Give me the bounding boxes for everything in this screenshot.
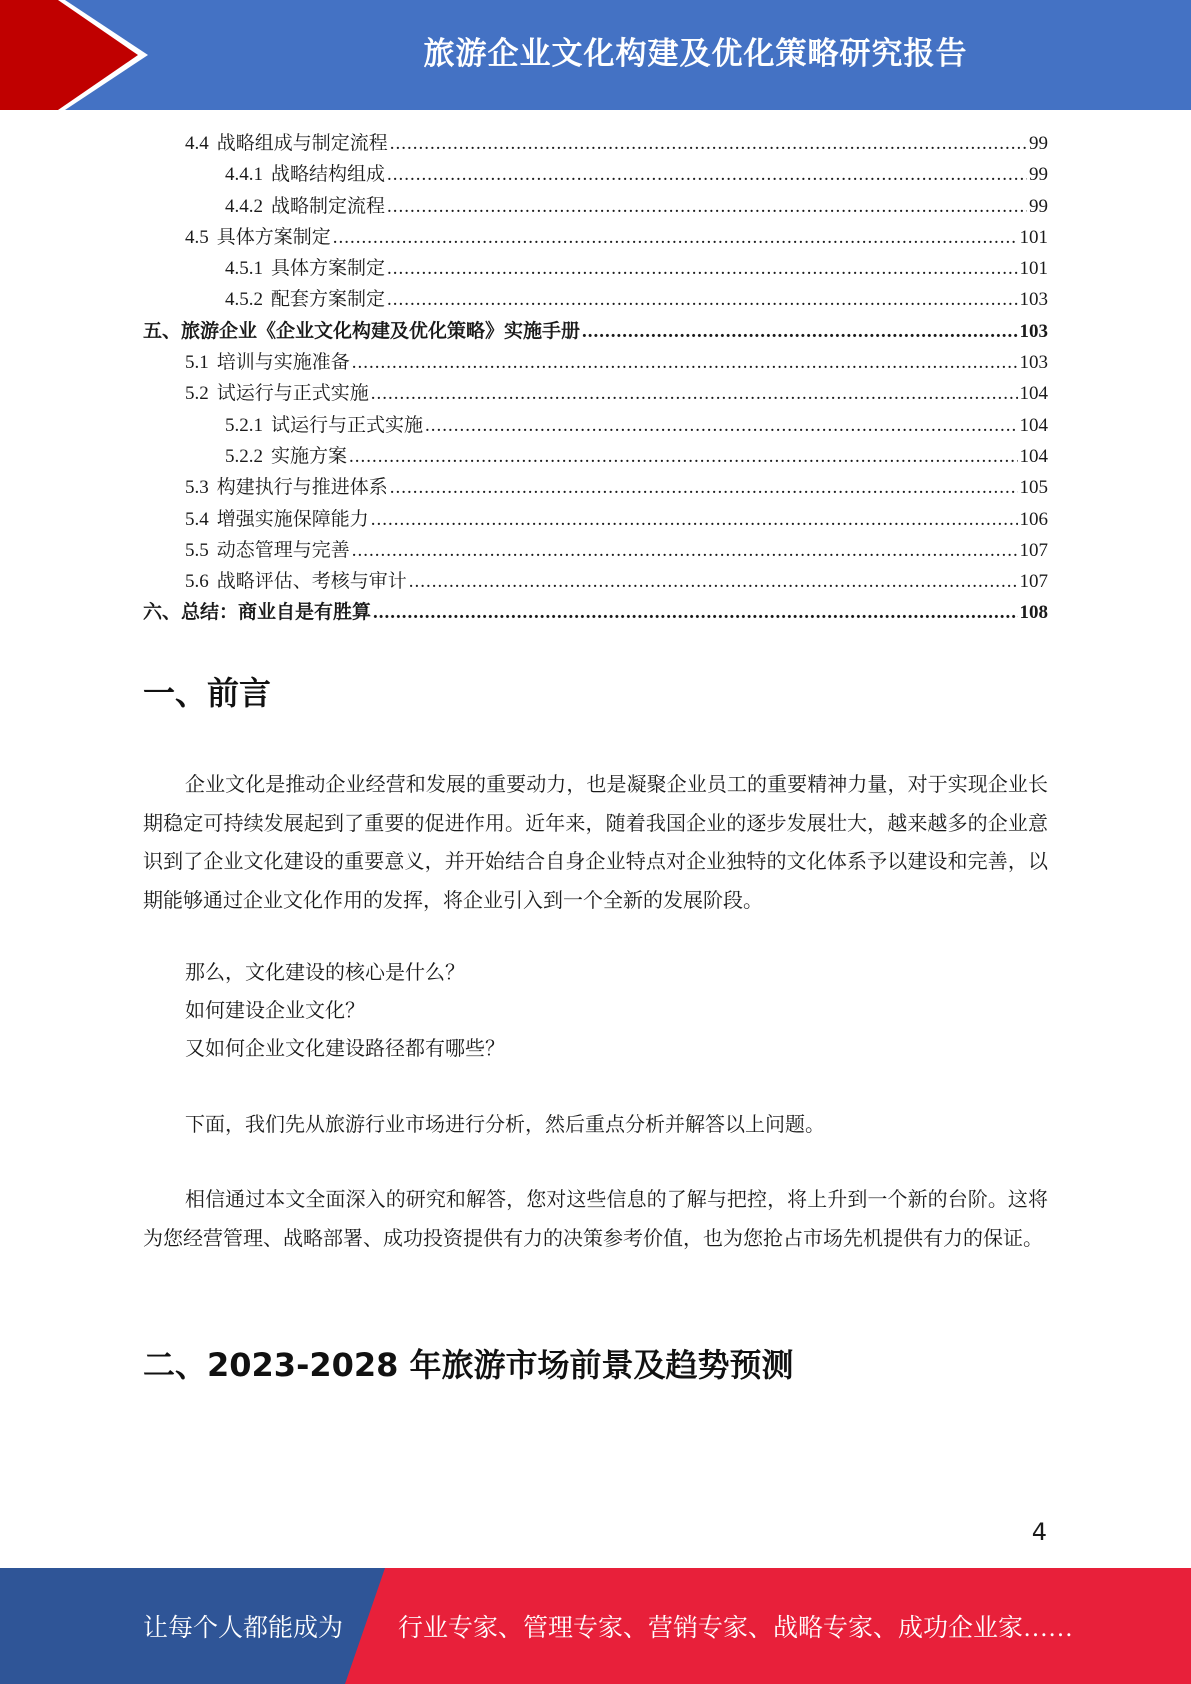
toc-entry-number: 5.4	[185, 508, 209, 530]
toc-entry-number: 4.4	[185, 133, 209, 154]
toc-entry[interactable]	[143, 597, 1048, 628]
toc-entry[interactable]	[143, 284, 1048, 315]
toc-entry-page: 108	[1019, 602, 1048, 624]
toc-entry-title: 五、旅游企业《企业文化构建及优化策略》实施手册	[143, 320, 581, 342]
toc-entry-title: 试运行与正式实施	[271, 414, 424, 436]
toc-entry[interactable]	[143, 504, 1048, 535]
toc-entry-page: 104	[1019, 414, 1048, 436]
toc-dot-leader	[390, 128, 1027, 159]
toc-dot-leader	[333, 222, 1018, 253]
toc-entry-page: 107	[1019, 571, 1048, 593]
toc-entry-title: 实施方案	[271, 445, 348, 467]
toc-entry-page: 101	[1019, 226, 1048, 248]
toc-entry-number: 4.4.2	[225, 195, 263, 217]
toc-dot-leader	[349, 441, 1017, 472]
toc-dot-leader	[387, 159, 1027, 190]
toc-entry[interactable]	[143, 253, 1048, 284]
toc-entry-number: 5.1	[185, 352, 209, 374]
toc-entry-title: 培训与实施准备	[216, 352, 350, 374]
footer-slogan-left: 让每个人都能成为	[143, 1615, 344, 1642]
preface-paragraph-2: 下面，我们先从旅游行业市场进行分析，然后重点分析并解答以上问题。	[185, 1114, 825, 1136]
toc-dot-leader	[582, 316, 1017, 347]
toc-entry-number: 5.6	[185, 571, 209, 593]
toc-entry-title: 战略结构组成	[271, 164, 386, 186]
header-arrow-decoration	[0, 0, 160, 110]
preface-paragraph-3: 相信通过本文全面深入的研究和解答，您对这些信息的了解与把控，将上升到一个新的台阶。这将为您经营管理、战略部署、成功投资提供有力的决策参考价值，也为您抢占市场先机提供有力的保证。	[143, 1189, 1048, 1250]
toc-entry[interactable]	[143, 410, 1048, 441]
toc-dot-leader	[387, 191, 1027, 222]
toc-entry-page: 99	[1029, 133, 1048, 154]
toc-entry-page: 107	[1019, 539, 1048, 561]
toc-entry-title: 战略制定流程	[271, 195, 386, 217]
toc-entry-title: 增强实施保障能力	[216, 508, 369, 530]
toc-entry-number: 4.5.2	[225, 289, 263, 311]
toc-entry-number: 5.2	[185, 383, 209, 405]
question-line-1: 那么，文化建设的核心是什么？	[185, 962, 465, 984]
page-header	[0, 0, 1191, 110]
toc-entry-title: 试运行与正式实施	[216, 383, 369, 405]
toc-entry-number: 5.3	[185, 477, 209, 499]
toc-entry-page: 103	[1019, 289, 1048, 311]
toc-entry-number: 4.4.1	[225, 164, 263, 186]
toc-entry-number: 4.5.1	[225, 258, 263, 280]
toc-entry-number: 5.5	[185, 539, 209, 561]
section-heading-market-forecast: 二、2023-2028 年旅游市场前景及趋势预测	[143, 1346, 794, 1384]
toc-entry-page: 99	[1029, 195, 1048, 217]
toc-entry[interactable]	[143, 566, 1048, 597]
toc-entry[interactable]	[143, 191, 1048, 222]
toc-dot-leader	[373, 597, 1017, 628]
toc-entry-page: 103	[1019, 352, 1048, 374]
toc-dot-leader	[387, 253, 1017, 284]
toc-entry[interactable]	[143, 472, 1048, 503]
toc-entry-number: 4.5	[185, 226, 209, 248]
toc-entry-title: 六、总结：商业自是有胜算	[143, 602, 372, 624]
preface-paragraph-1: 企业文化是推动企业经营和发展的重要动力，也是凝聚企业员工的重要精神力量，对于实现企业长期稳定可持续发展起到了重要的促进作用。近年来，随着我国企业的逐步发展壮大，越来越多的企业意识到了企业文化建设的重要意义，并开始结合自身企业特点对企业独特的文化体系予以建设和完善，以期能够通过企业文化作用的发挥，将企业引入到一个全新的发展阶段。	[143, 774, 1048, 912]
toc-entry[interactable]	[143, 535, 1048, 566]
question-line-2: 如何建设企业文化？	[185, 1000, 365, 1022]
toc-dot-leader	[387, 284, 1017, 315]
toc-dot-leader	[409, 566, 1018, 597]
toc-entry-page: 99	[1029, 164, 1048, 186]
report-title: 旅游企业文化构建及优化策略研究报告	[423, 35, 968, 72]
toc-dot-leader	[352, 347, 1018, 378]
page-number: 4	[1031, 1518, 1047, 1546]
page-footer	[0, 1568, 1191, 1684]
toc-entry[interactable]	[143, 347, 1048, 378]
footer-slogan-right: 行业专家、管理专家、营销专家、战略专家、成功企业家……	[398, 1615, 1074, 1642]
toc-entry-title: 具体方案制定	[216, 226, 331, 248]
toc-entry[interactable]	[143, 378, 1048, 409]
toc-entry[interactable]	[143, 441, 1048, 472]
question-line-3: 又如何企业文化建设路径都有哪些？	[185, 1038, 505, 1060]
toc-dot-leader	[352, 535, 1018, 566]
toc-entry-title: 具体方案制定	[271, 258, 386, 280]
toc-entry-number: 5.2.2	[225, 445, 263, 467]
toc-entry[interactable]	[143, 128, 1048, 159]
toc-dot-leader	[425, 410, 1017, 441]
toc-entry-page: 101	[1019, 258, 1048, 280]
toc-entry-number: 5.2.1	[225, 414, 263, 436]
toc-entry-title: 配套方案制定	[271, 289, 386, 311]
table-of-contents	[143, 128, 1048, 629]
toc-entry-page: 104	[1019, 445, 1048, 467]
section-heading-preface: 一、前言	[143, 674, 272, 712]
toc-entry-page: 106	[1019, 508, 1048, 530]
toc-dot-leader	[390, 472, 1018, 503]
toc-entry-title: 动态管理与完善	[216, 539, 350, 561]
toc-entry[interactable]	[143, 159, 1048, 190]
toc-entry[interactable]	[143, 222, 1048, 253]
toc-entry-title: 构建执行与推进体系	[216, 477, 388, 499]
toc-entry-title: 战略组成与制定流程	[216, 133, 388, 154]
toc-entry-page: 105	[1019, 477, 1048, 499]
toc-entry[interactable]	[143, 316, 1048, 347]
toc-entry-title: 战略评估、考核与审计	[216, 571, 407, 593]
toc-entry-page: 103	[1019, 320, 1048, 342]
toc-entry-page: 104	[1019, 383, 1048, 405]
toc-dot-leader	[371, 504, 1018, 535]
toc-dot-leader	[371, 378, 1018, 409]
